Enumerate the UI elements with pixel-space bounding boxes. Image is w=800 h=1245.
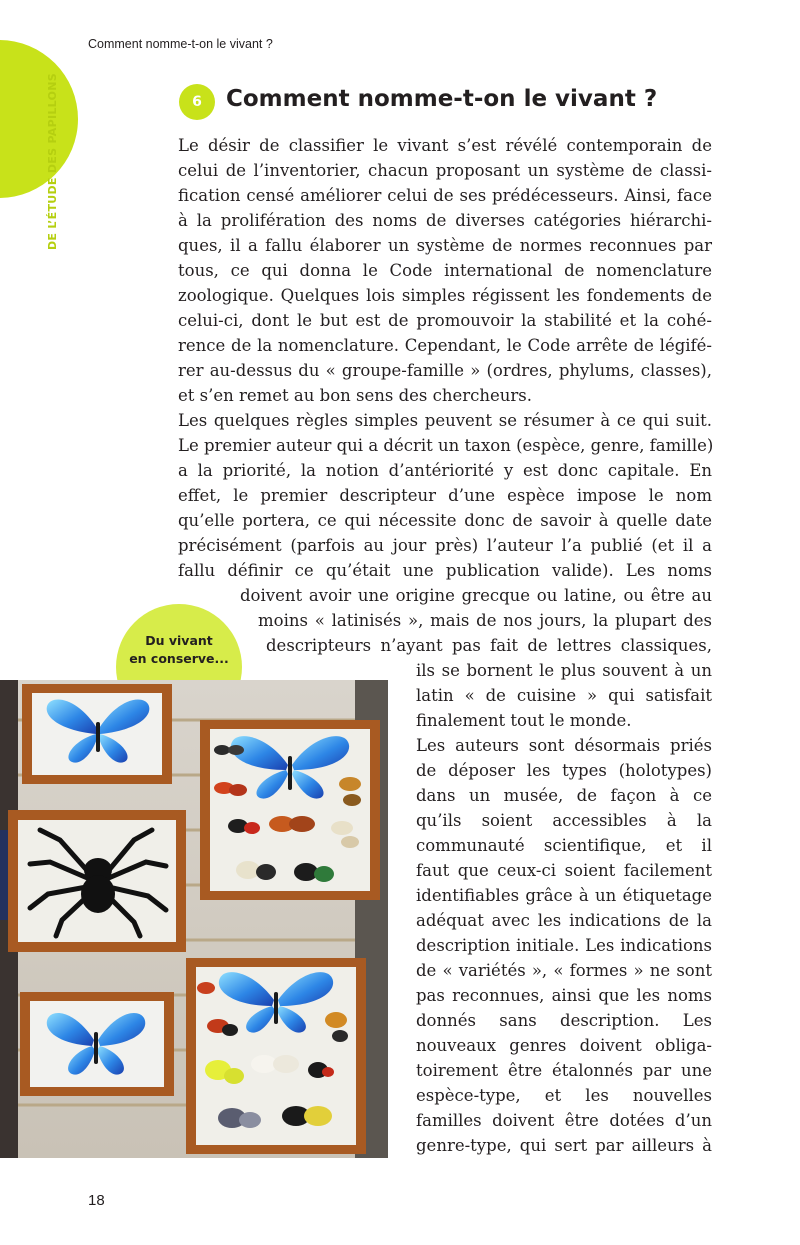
body-line: descripteurs n’ayant pas fait de lettres classiques, [266,636,712,655]
body-line: Les quelques règles simples peuvent se résumer à ce qui suit. [178,411,712,430]
body-line: donnés sans description. Les [416,1011,712,1030]
body-line: identifiables grâce à un étiquetage [416,886,712,905]
body-line: genre-type, qui sert par ailleurs à [416,1136,712,1155]
body-line: a la priorité, la notion d’antériorité y est donc capitale. En [178,461,712,480]
body-line: dans un musée, de façon à ce [416,786,712,805]
body-line: Le désir de classifier le vivant s’est révélé contemporain de [178,136,712,155]
photo-caption [116,632,242,668]
specimen-frame [186,958,366,1154]
body-line: latin « de cuisine » qui satisfait [416,686,712,705]
body-line: rence de la nomenclature. Cependant, le Code arrête de légifé- [178,336,712,355]
body-line: à la prolifération des noms de diverses catégories hiérarchi- [178,211,712,230]
page-number: 18 [88,1192,105,1209]
body-line: adéquat avec les indications de la [416,911,712,930]
caption-line: en conserve... [129,651,229,666]
specimen-frame [20,992,174,1096]
body-line: rer au-dessus du « groupe-famille » (ordres, phylums, classes), [178,361,712,380]
body-line: celui-ci, dont le but est de promouvoir la stabilité et la cohé- [178,311,712,330]
section-number-badge: 6 [179,84,215,120]
body-line: description initiale. Les indications [416,936,712,955]
body-line: effet, le premier descripteur d’une espèce impose le nom [178,486,712,505]
body-line: qu’elle portera, ce qui nécessite donc de savoir à quelle date [178,511,712,530]
body-line: finalement tout le monde. [416,711,632,730]
body-line: précisément (parfois au jour près) l’auteur l’a publié (et il a [178,536,712,555]
specimen-photo [0,680,388,1158]
specimen-frame [200,720,380,900]
body-line: ils se bornent le plus souvent à un [416,661,712,680]
body-line: faut que ceux-ci soient facilement [416,861,712,880]
body-line: qu’ils soient accessibles à la [416,811,712,830]
body-line: pas reconnues, ainsi que les noms [416,986,712,1005]
body-line: ques, il a fallu élaborer un système de normes reconnues par [178,236,712,255]
body-line: zoologique. Quelques lois simples régissent les fondements de [178,286,712,305]
specimen-frame [22,684,172,784]
side-tab-label: DE L’ÉTUDE DES PAPILLONS [46,73,59,250]
caption-line: Du vivant [145,633,213,648]
body-line: Les auteurs sont désormais priés [416,736,712,755]
body-line: fallu définir ce qu’était une publication valide). Les noms [178,561,712,580]
body-line: fication censé améliorer celui de ses prédécesseurs. Ainsi, face [178,186,712,205]
side-tab-circle [0,40,78,198]
running-head: Comment nomme-t-on le vivant ? [88,37,273,51]
body-line: de « variétés », « formes » ne sont [416,961,712,980]
body-line: nouveaux genres doivent obliga- [416,1036,712,1055]
body-line: familles doivent être dotées d’un [416,1111,712,1130]
body-line: toirement être étalonnés par une [416,1061,712,1080]
body-line: Le premier auteur qui a décrit un taxon (espèce, genre, famille) [178,436,714,455]
body-line: tous, ce qui donna le Code international de nomenclature [178,261,712,280]
section-title: Comment nomme-t-on le vivant ? [226,86,658,112]
body-line: moins « latinisés », mais de nos jours, la plupart des [258,611,712,630]
specimen-frame [8,810,186,952]
small-butterfly-icon [197,982,215,994]
body-line: espèce-type, et les nouvelles [416,1086,712,1105]
body-line: de déposer les types (holotypes) [416,761,712,780]
body-line: et s’en remet au bon sens des chercheurs. [178,386,532,405]
body-line: communauté scientifique, et il [416,836,712,855]
body-line: celui de l’inventorier, chacun proposant un système de classi- [178,161,712,180]
body-line: doivent avoir une origine grecque ou latine, ou être au [240,586,712,605]
